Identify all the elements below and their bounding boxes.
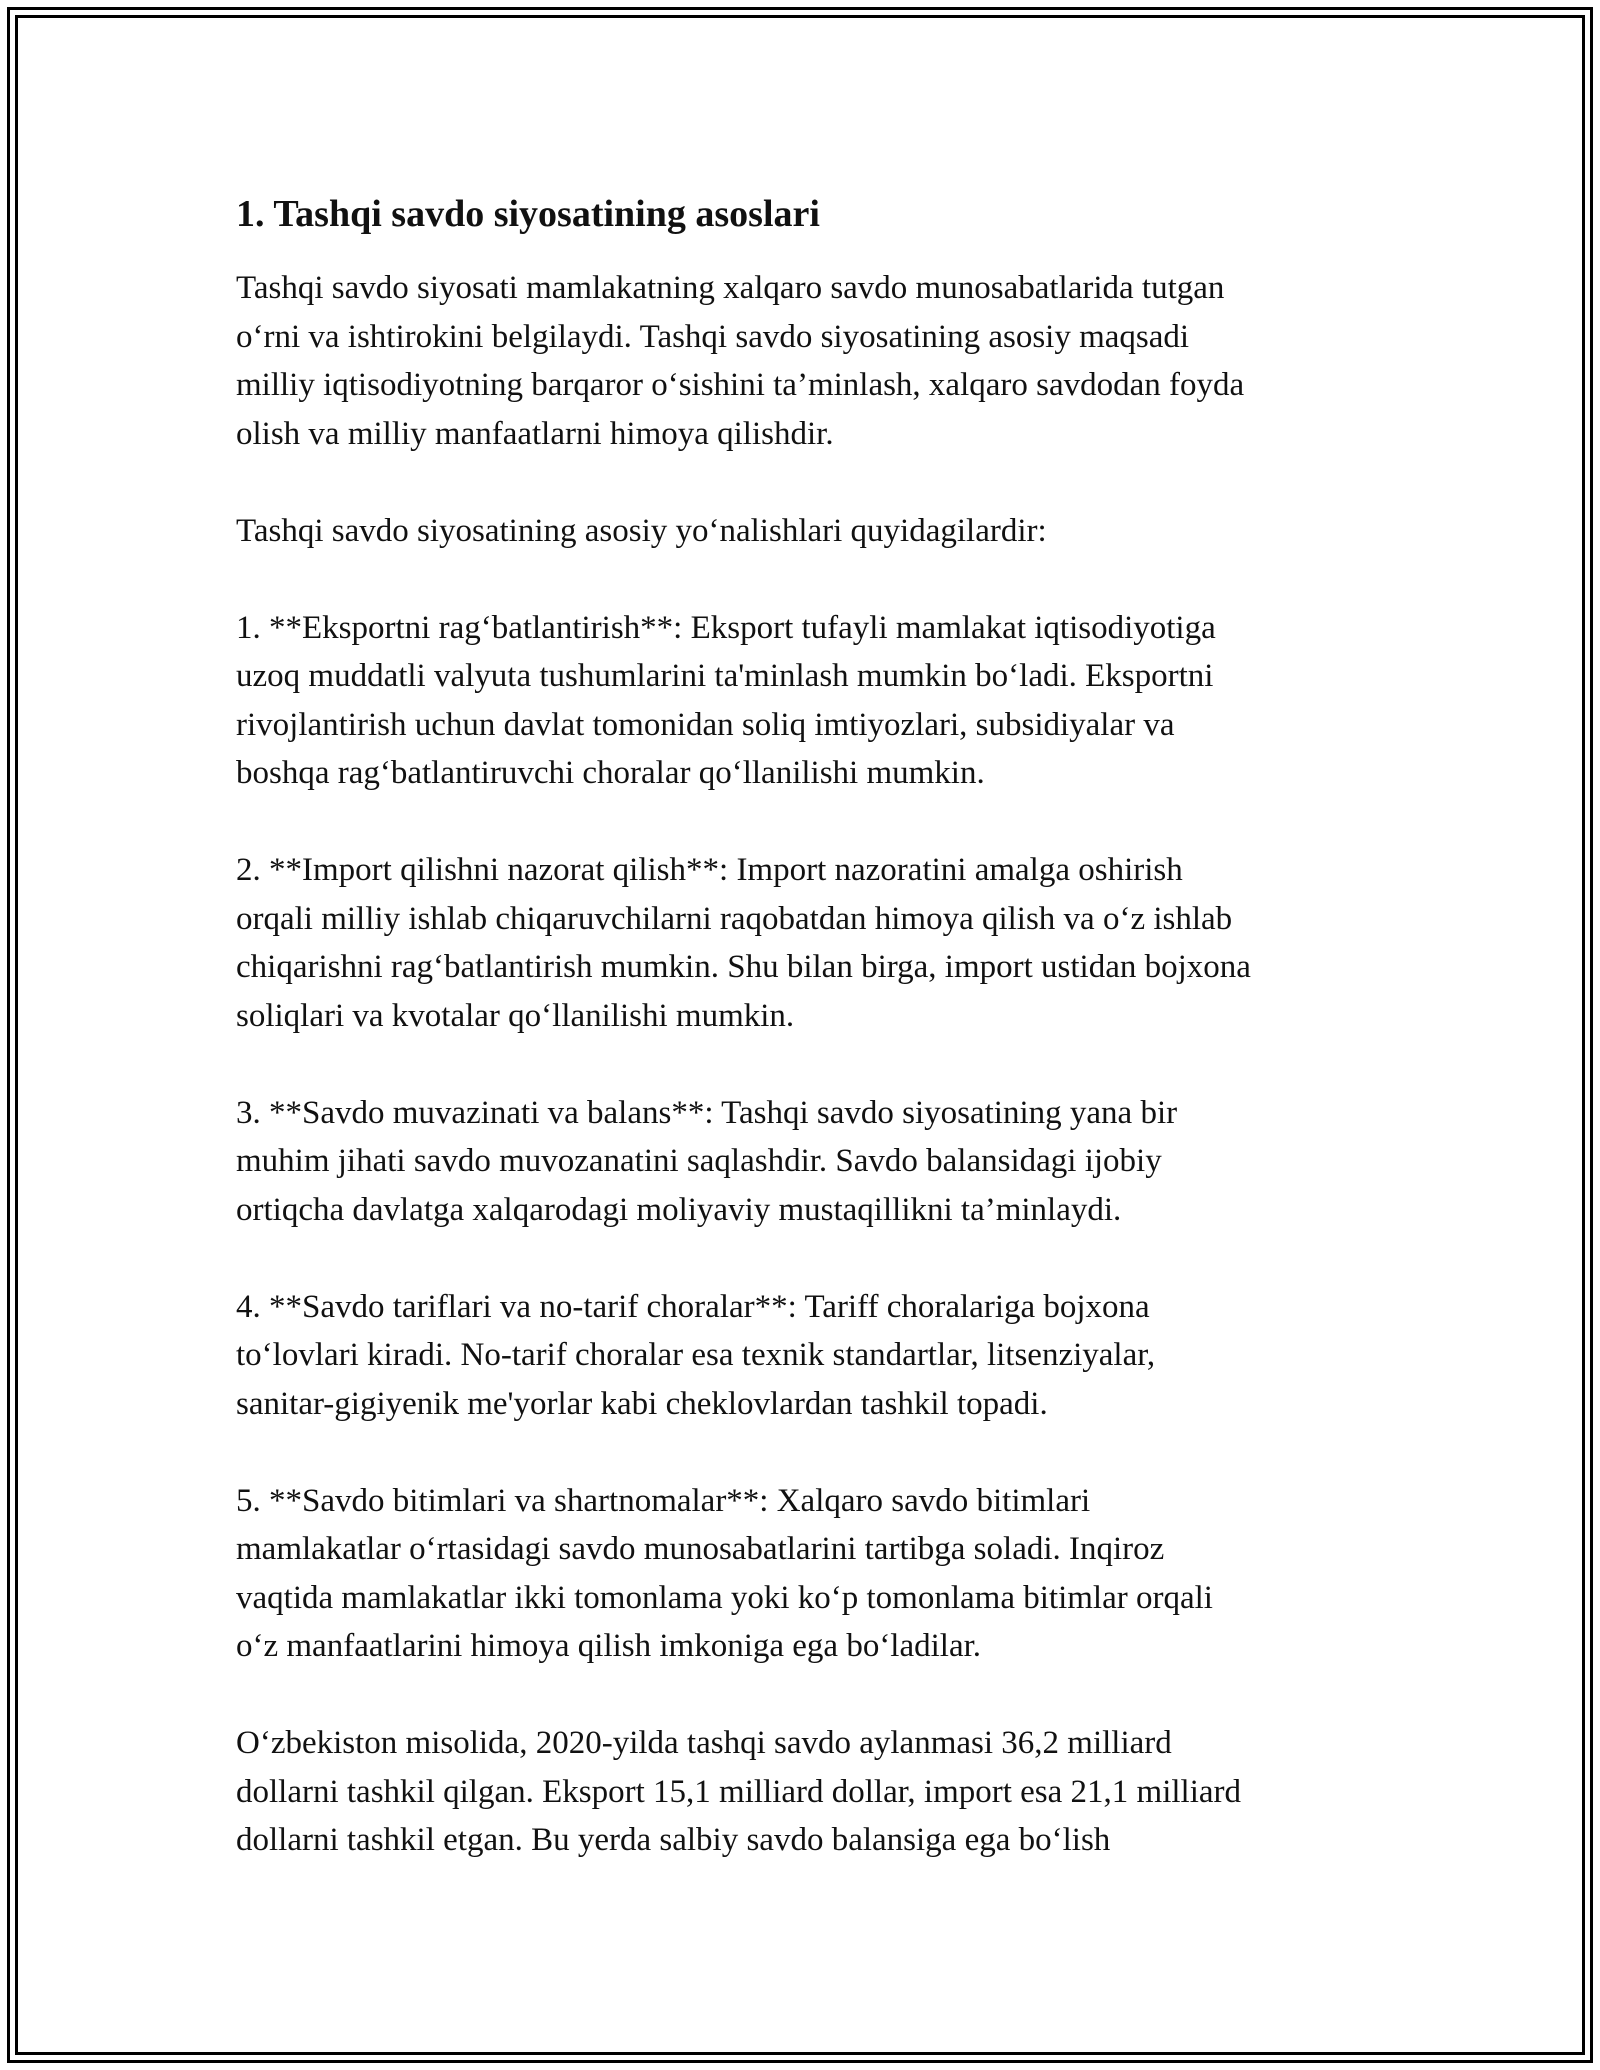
text-line: mamlakatlar o‘rtasidagi savdo munosabatlarini tartibga soladi. Inqiroz: [236, 1531, 1165, 1567]
uzbekistan-example-paragraph: [236, 1719, 1386, 1865]
text-line: rivojlantirish uchun davlat tomonidan soliq imtiyozlari, subsidiyalar va: [236, 706, 1175, 743]
text-line: Tashqi savdo siyosati mamlakatning xalqaro savdo munosabatlarida tutgan: [236, 270, 1225, 306]
section-heading: 1. Tashqi savdo siyosatining asoslari: [236, 193, 820, 235]
text-line: O‘zbekiston misolida, 2020-yilda tashqi savdo aylanmasi 36,2 milliard: [236, 1725, 1172, 1761]
text-line: vaqtida mamlakatlar ikki tomonlama yoki ko‘p tomonlama bitimlar orqali: [236, 1579, 1213, 1616]
list-item-tariffs: [236, 1283, 1386, 1429]
text-line: 1. **Eksportni rag‘batlantirish**: Eksport tufayli mamlakat iqtisodiyotiga: [236, 609, 1216, 646]
text-line: dollarni tashkil qilgan. Eksport 15,1 milliard dollar, import esa 21,1 milliard: [236, 1773, 1242, 1810]
list-item-agreements: [236, 1477, 1386, 1671]
text-line: boshqa rag‘batlantiruvchi choralar qo‘llanilishi mumkin.: [236, 755, 985, 791]
text-line: 4. **Savdo tariflari va no-tarif choralar**: Tariff choralariga bojxona: [236, 1288, 1150, 1325]
text-line: 3. **Savdo muvazinati va balans**: Tashqi savdo siyosatining yana bir: [236, 1094, 1178, 1131]
text-line: chiqarishni rag‘batlantirish mumkin. Shu bilan birga, import ustidan bojxona: [236, 949, 1251, 985]
text-line: orqali milliy ishlab chiqaruvchilarni raqobatdan himoya qilish va o‘z ishlab: [236, 900, 1233, 937]
directions-intro-paragraph: [236, 507, 1386, 556]
list-item-export: [236, 604, 1386, 798]
text-line: uzoq muddatli valyuta tushumlarini ta'minlash mumkin bo‘ladi. Eksportni: [236, 658, 1214, 694]
text-line: ortiqcha davlatga xalqarodagi moliyaviy mustaqillikni ta’minlaydi.: [236, 1191, 1122, 1228]
text-line: Tashqi savdo siyosatining asosiy yo‘nalishlari quyidagilardir:: [236, 512, 1047, 549]
list-item-import: [236, 846, 1386, 1040]
intro-paragraph: [236, 264, 1386, 458]
text-line: o‘z manfaatlarini himoya qilish imkoniga ega bo‘ladilar.: [236, 1628, 982, 1664]
text-line: milliy iqtisodiyotning barqaror o‘sishini ta’minlash, xalqaro savdodan foyda: [236, 367, 1245, 403]
text-line: olish va milliy manfaatlarni himoya qilishdir.: [236, 415, 834, 452]
document-body: [236, 186, 1386, 1865]
text-line: 5. **Savdo bitimlari va shartnomalar**: Xalqaro savdo bitimlari: [236, 1482, 1091, 1519]
text-line: soliqlari va kvotalar qo‘llanilishi mumkin.: [236, 997, 795, 1034]
text-line: to‘lovlari kiradi. No-tarif choralar esa texnik standartlar, litsenziyalar,: [236, 1337, 1156, 1373]
text-line: o‘rni va ishtirokini belgilaydi. Tashqi savdo siyosatining asosiy maqsadi: [236, 318, 1190, 355]
text-line: dollarni tashkil etgan. Bu yerda salbiy savdo balansiga ega bo‘lish: [236, 1822, 1111, 1858]
text-line: 2. **Import qilishni nazorat qilish**: Import nazoratini amalga oshirish: [236, 852, 1183, 888]
text-line: muhim jihati savdo muvozanatini saqlashdir. Savdo balansidagi ijobiy: [236, 1143, 1162, 1179]
list-item-trade-balance: [236, 1089, 1386, 1235]
text-line: sanitar-gigiyenik me'yorlar kabi cheklovlardan tashkil topadi.: [236, 1385, 1048, 1422]
